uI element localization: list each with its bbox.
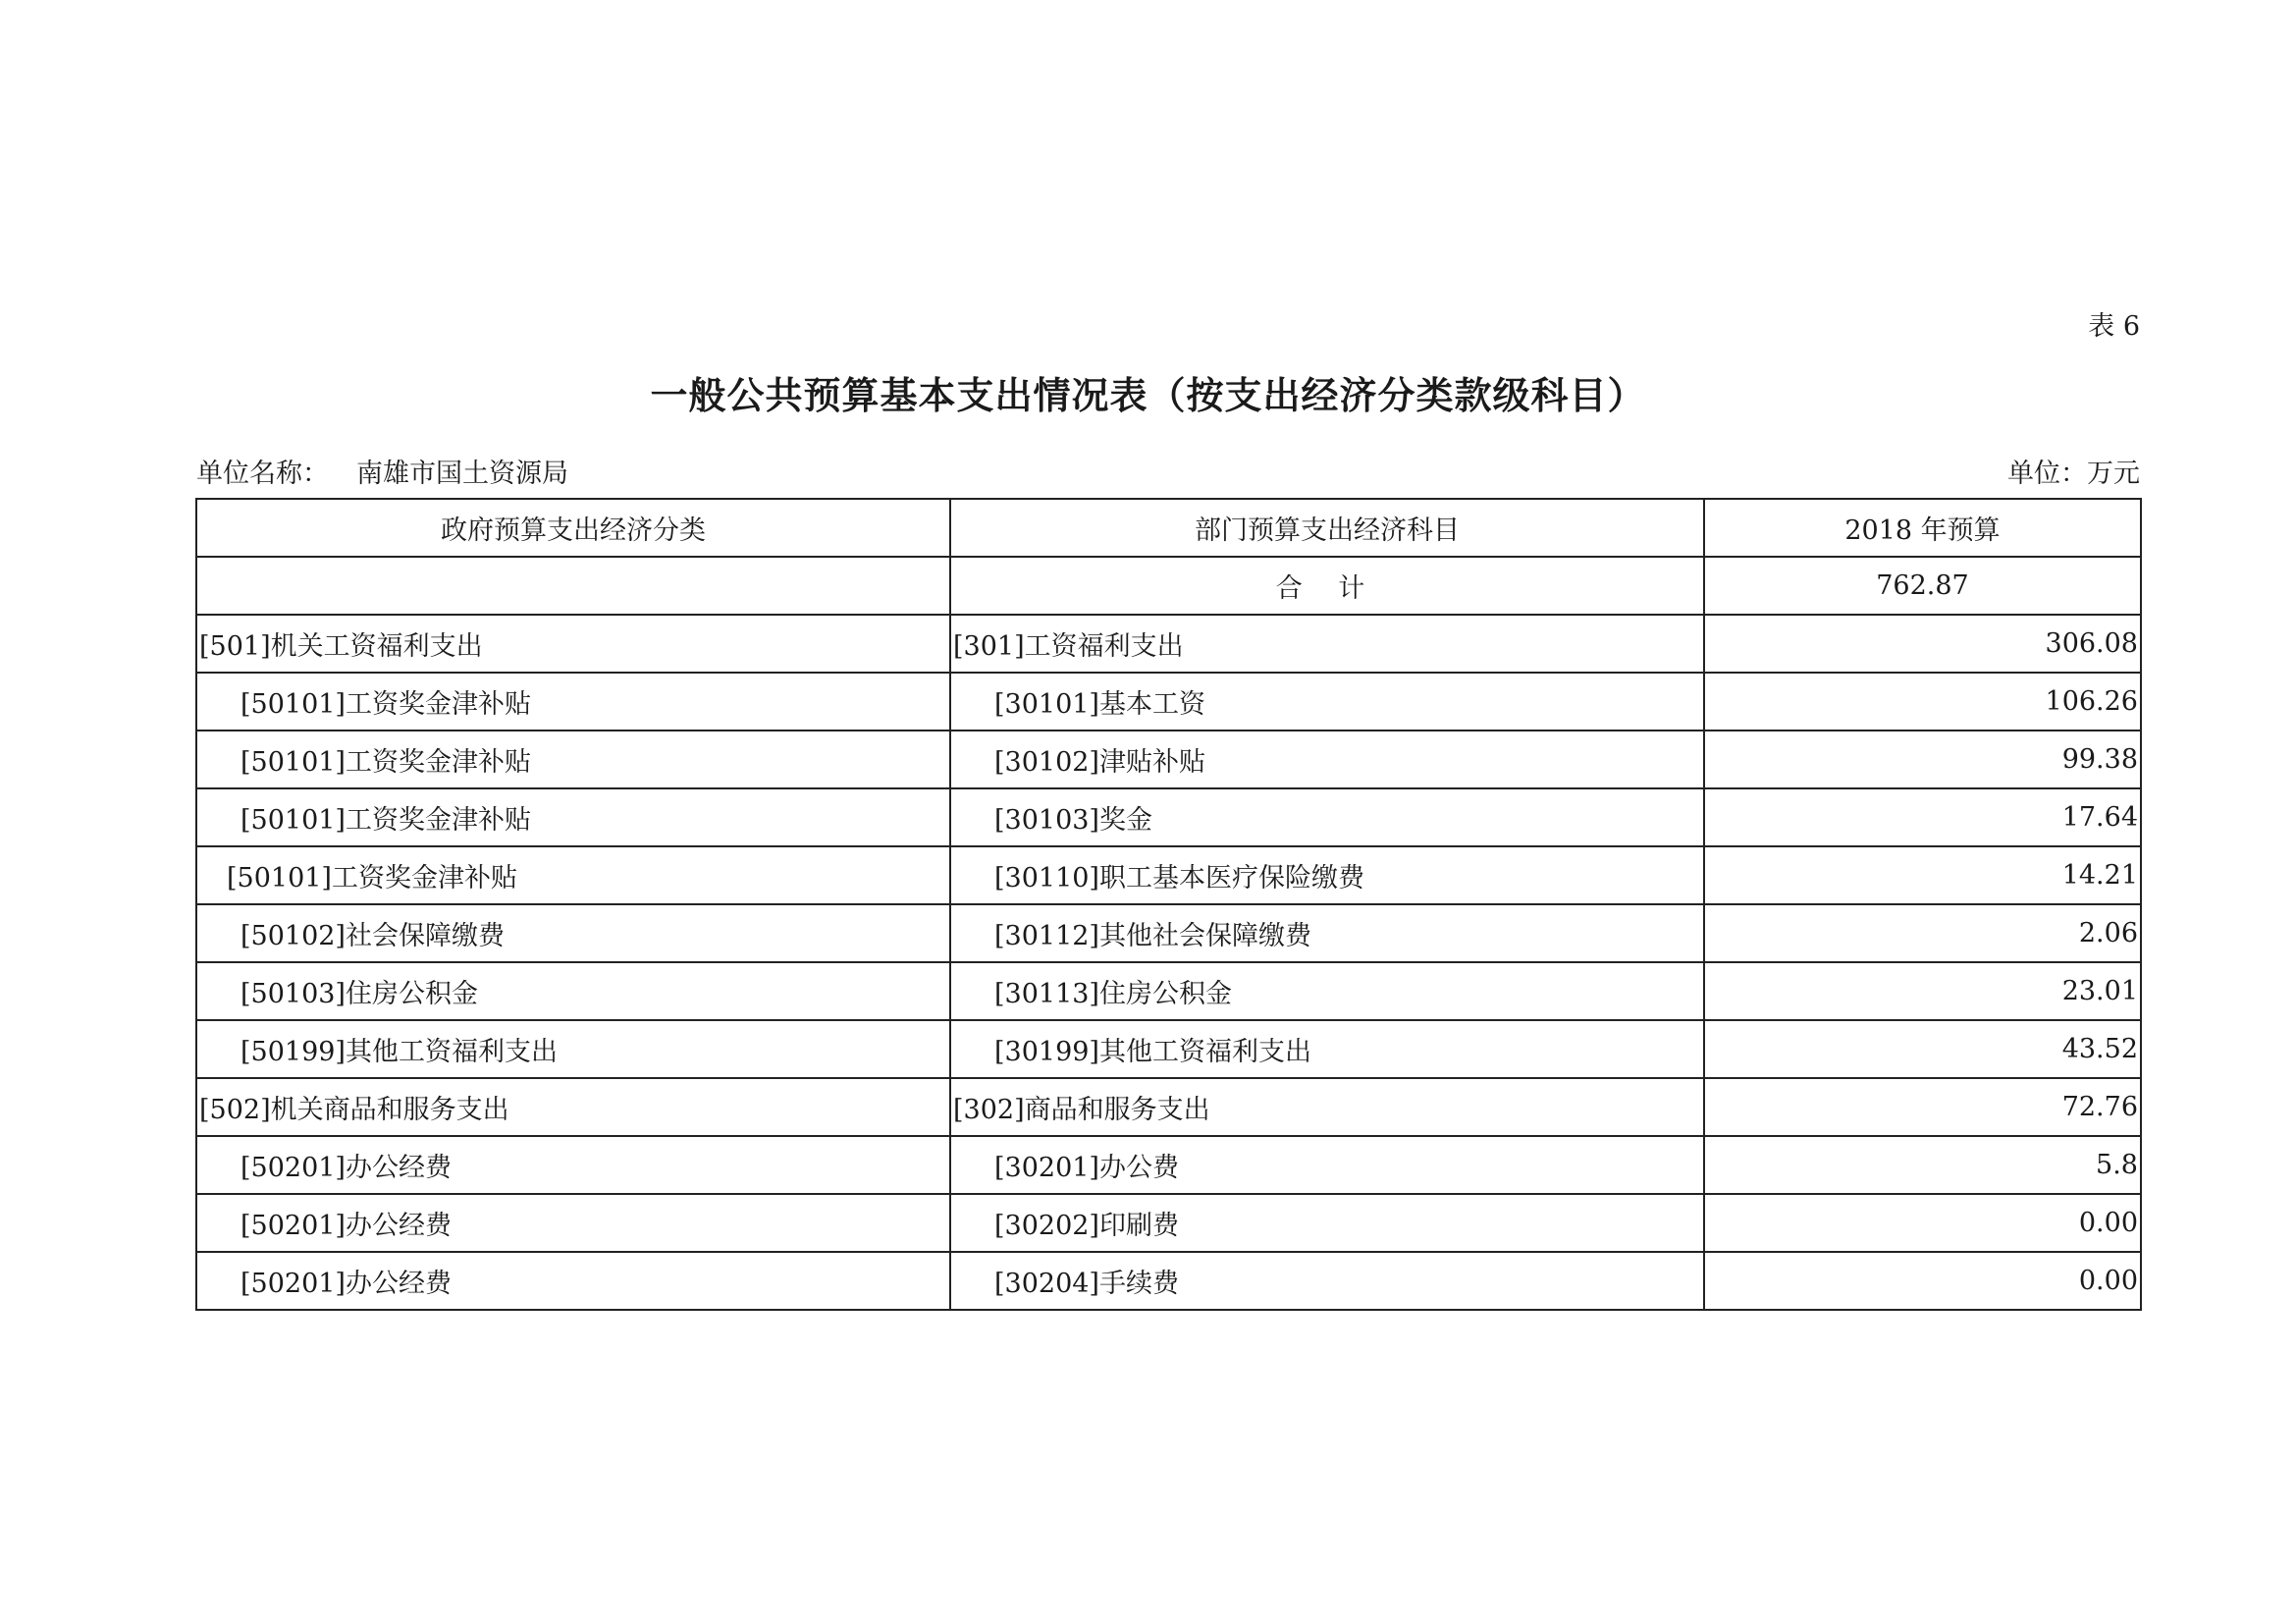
gov-cell: [50103]住房公积金	[196, 962, 950, 1020]
table-header-row	[196, 499, 2141, 557]
total-label: 合 计	[950, 557, 1704, 615]
table-row	[196, 1252, 2141, 1310]
dept-cell: [30201]办公费	[950, 1136, 1704, 1194]
table-number: 表 6	[2088, 311, 2140, 342]
amount-cell: 2.06	[1704, 904, 2141, 962]
amount-cell: 72.76	[1704, 1078, 2141, 1136]
unit-name-value: 南雄市国土资源局	[356, 459, 568, 489]
table-row	[196, 615, 2141, 673]
total-row	[196, 557, 2141, 615]
page-title: 一般公共预算基本支出情况表（按支出经济分类款级科目）	[650, 373, 1646, 417]
gov-cell: [50101]工资奖金津补贴	[196, 846, 950, 904]
amount-cell: 23.01	[1704, 962, 2141, 1020]
amount-cell: 17.64	[1704, 788, 2141, 846]
header-dept-subject: 部门预算支出经济科目	[950, 499, 1704, 557]
gov-cell: [501]机关工资福利支出	[196, 615, 950, 673]
gov-cell: [50101]工资奖金津补贴	[196, 788, 950, 846]
gov-cell: [50201]办公经费	[196, 1194, 950, 1252]
gov-cell: [50101]工资奖金津补贴	[196, 731, 950, 788]
dept-cell: [30102]津贴补贴	[950, 731, 1704, 788]
table-row	[196, 1020, 2141, 1078]
gov-cell: [50102]社会保障缴费	[196, 904, 950, 962]
table-row	[196, 673, 2141, 731]
header-budget-2018: 2018 年预算	[1704, 499, 2141, 557]
amount-cell: 5.8	[1704, 1136, 2141, 1194]
amount-cell: 99.38	[1704, 731, 2141, 788]
amount-cell: 106.26	[1704, 673, 2141, 731]
unit-name-label: 单位名称：	[196, 459, 329, 489]
gov-cell: [502]机关商品和服务支出	[196, 1078, 950, 1136]
table-row	[196, 731, 2141, 788]
amount-cell: 14.21	[1704, 846, 2141, 904]
budget-table	[195, 498, 2142, 1311]
dept-cell: [30110]职工基本医疗保险缴费	[950, 846, 1704, 904]
dept-cell: [30202]印刷费	[950, 1194, 1704, 1252]
gov-cell: [50101]工资奖金津补贴	[196, 673, 950, 731]
dept-cell: [30112]其他社会保障缴费	[950, 904, 1704, 962]
gov-cell: [50201]办公经费	[196, 1252, 950, 1310]
total-value: 762.87	[1704, 557, 2141, 615]
dept-cell: [301]工资福利支出	[950, 615, 1704, 673]
meta-row	[196, 452, 2140, 487]
dept-cell: [30103]奖金	[950, 788, 1704, 846]
money-unit: 单位：万元	[2007, 459, 2140, 489]
table-row	[196, 904, 2141, 962]
dept-cell: [30199]其他工资福利支出	[950, 1020, 1704, 1078]
table-row	[196, 1136, 2141, 1194]
table-row	[196, 962, 2141, 1020]
dept-cell: [30101]基本工资	[950, 673, 1704, 731]
table-row	[196, 1194, 2141, 1252]
amount-cell: 0.00	[1704, 1194, 2141, 1252]
gov-cell: [50201]办公经费	[196, 1136, 950, 1194]
total-empty-cell	[196, 557, 950, 615]
amount-cell: 306.08	[1704, 615, 2141, 673]
table-row	[196, 1078, 2141, 1136]
dept-cell: [302]商品和服务支出	[950, 1078, 1704, 1136]
dept-cell: [30113]住房公积金	[950, 962, 1704, 1020]
table-row	[196, 788, 2141, 846]
amount-cell: 43.52	[1704, 1020, 2141, 1078]
table-row	[196, 846, 2141, 904]
dept-cell: [30204]手续费	[950, 1252, 1704, 1310]
gov-cell: [50199]其他工资福利支出	[196, 1020, 950, 1078]
amount-cell: 0.00	[1704, 1252, 2141, 1310]
unit-name	[196, 452, 568, 490]
header-gov-classification: 政府预算支出经济分类	[196, 499, 950, 557]
